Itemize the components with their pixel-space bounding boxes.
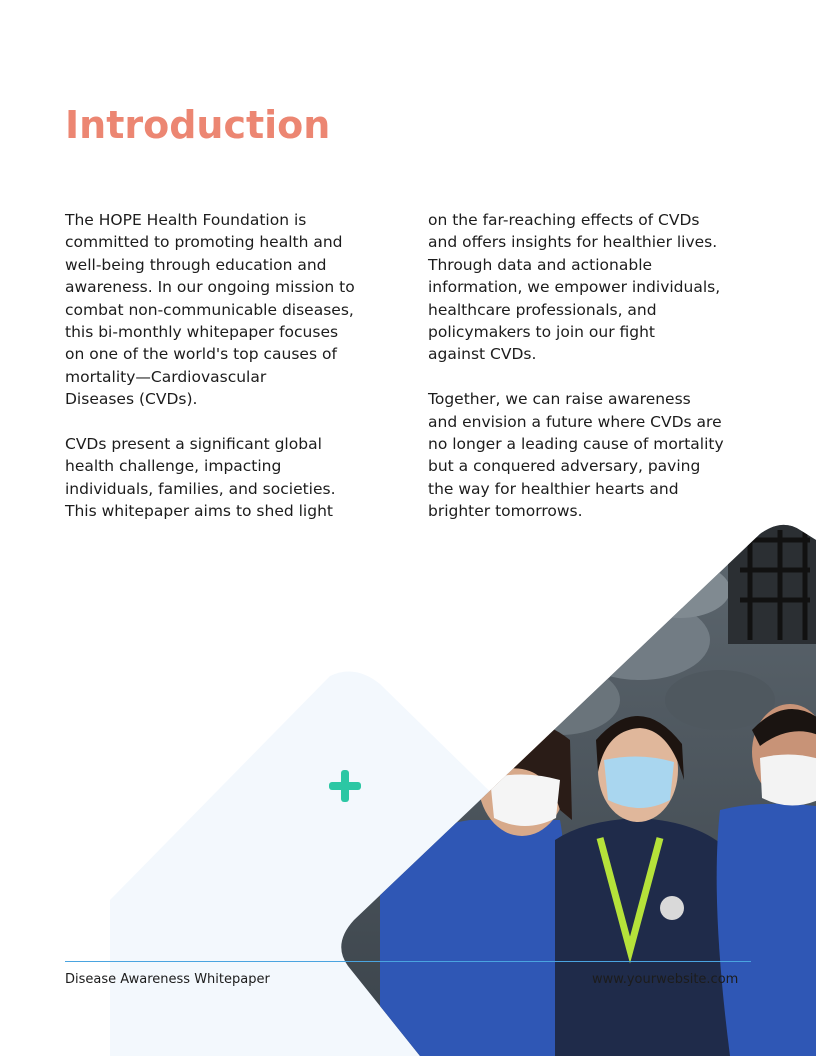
page-title: Introduction [65, 103, 331, 147]
left-column [65, 209, 375, 545]
paragraph: CVDs present a significant global health challenge, impacting individuals, families, and societies. This whitepaper aims to shed light [65, 435, 336, 521]
right-column [428, 209, 738, 545]
paragraph: Together, we can raise awareness and envision a future where CVDs are no longer a leading cause of mortality but a conquered adversary, paving the way for healthier hearts and brighter tomorrows. [428, 390, 724, 521]
footer-document-title: Disease Awareness Whitepaper [65, 972, 270, 987]
plus-icon [327, 768, 363, 804]
footer-website-link[interactable]: www.yourwebsite.com [592, 972, 739, 987]
paragraph: on the far-reaching effects of CVDs and offers insights for healthier lives. Through data and actionable information, we empower individuals, healthcare professionals, and policymakers to join our fight against CVDs. [428, 211, 721, 364]
footer-divider [65, 961, 751, 962]
paragraph: The HOPE Health Foundation is committed to promoting health and well-being through education and awareness. In our ongoing mission to combat non-communicable diseases, this bi-monthly whitepaper focuses on one of the world's top causes of mortality—Cardiovascular Diseases (CVDs). [65, 211, 355, 409]
